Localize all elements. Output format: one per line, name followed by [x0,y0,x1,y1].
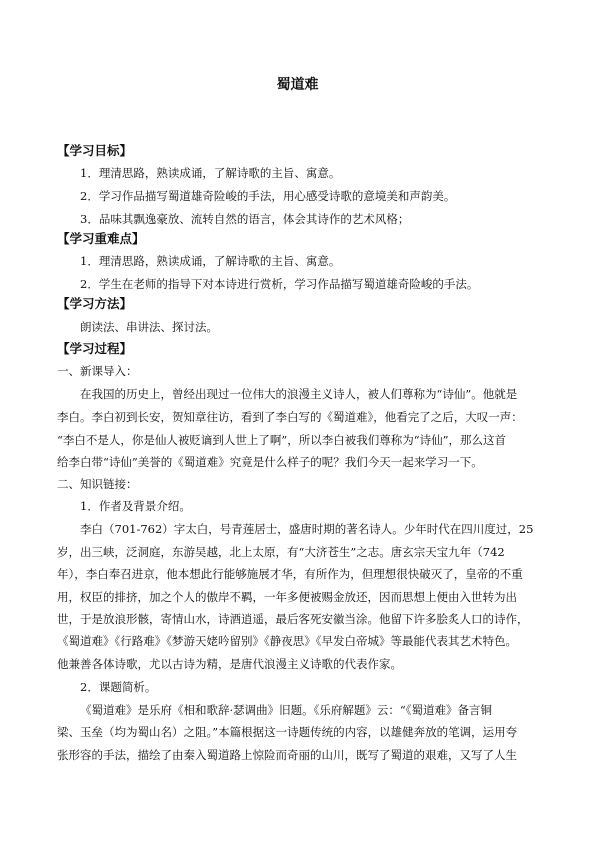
author-line: 岁，出三峡，泛洞庭，东游吴越，北上太原，有“大济苍生”之志。唐玄宗天宝九年（742 [57,545,505,559]
author-line: 用，权臣的排挤，加之个人的傲岸不羁，一年多便被赐金放还，因而思想上便由入世转为出 [57,590,517,604]
knowledge-title: 二、知识链接： [57,477,138,491]
key-point-item: 1．理清思路，熟读成诵，了解诗歌的主旨、寓意。 [80,254,341,268]
goals-heading: 【学习目标】 [57,143,133,158]
goal-item: 2．学习作品描写蜀道雄奇险峻的手法，用心感受诗歌的意境美和声韵美。 [80,189,456,203]
intro-line: 给李白带“诗仙”美誉的《蜀道难》究竟是什么样子的呢？我们今天一起来学习一下。 [57,455,483,469]
key-points-heading: 【学习重难点】 [57,231,145,246]
page-title: 蜀道难 [276,77,319,93]
goal-item: 3．品味其飘逸豪放、流转自然的语言，体会其诗作的艺术风格； [80,212,410,226]
author-title: 1．作者及背景介绍。 [80,499,191,513]
goal-item: 1．理清思路，熟读成诵，了解诗歌的主旨、寓意。 [80,166,341,180]
intro-line: 李白。李白初到长安，贺知章往访，看到了李白写的《蜀道难》，他看完了之后，大叹一声： [57,410,523,424]
author-line: 年），李白奉召进京，他本想此行能够施展才华，有所作为，但理想很快破灭了，皇帝的不重 [57,567,523,581]
analysis-title: 2．课题简析。 [80,680,157,694]
author-line: 世，于是放浪形骸，寄情山水，诗酒逍遥，最后客死安徽当涂。他留下许多脍炙人口的诗作， [57,612,529,626]
process-heading: 【学习过程】 [57,341,133,356]
key-point-item: 2．学生在老师的指导下对本诗进行赏析，学习作品描写蜀道雄奇险峻的手法。 [80,277,479,291]
methods-heading: 【学习方法】 [57,296,133,311]
intro-line: “李白不是人，你是仙人被贬谪到人世上了啊”，所以李白被我们尊称为“诗仙”，那么这首 [57,433,507,447]
analysis-line: 张形容的手法，描绘了由秦入蜀道路上惊险而奇丽的山川，既写了蜀道的艰难，又写了人生 [57,748,517,762]
author-line: 李白（701-762）字太白，号青莲居士，盛唐时期的著名诗人。少年时代在四川度过，25 [80,522,534,536]
author-line: 《蜀道难》《行路难》《梦游天姥吟留别》《静夜思》《早发白帝城》等最能代表其艺术特色。 [57,634,517,648]
author-line: 他兼善各体诗歌，尤以古诗为精，是唐代浪漫主义诗歌的代表作家。 [57,657,402,671]
intro-line: 在我国的历史上，曾经出现过一位伟大的浪漫主义诗人，被人们尊称为“诗仙”。他就是 [80,387,518,401]
analysis-line: 梁、玉垒（均为蜀山名）之阻。”本篇根据这一诗题传统的内容，以雄健奔放的笔调，运用夸 [57,725,518,739]
methods-text: 朗读法、串讲法、探讨法。 [80,320,218,334]
analysis-line: 《蜀道难》是乐府《相和歌辞·瑟调曲》旧题。《乐府解题》云：“《蜀道难》备言铜 [80,703,493,717]
intro-title: 一、新课导入： [57,364,138,378]
